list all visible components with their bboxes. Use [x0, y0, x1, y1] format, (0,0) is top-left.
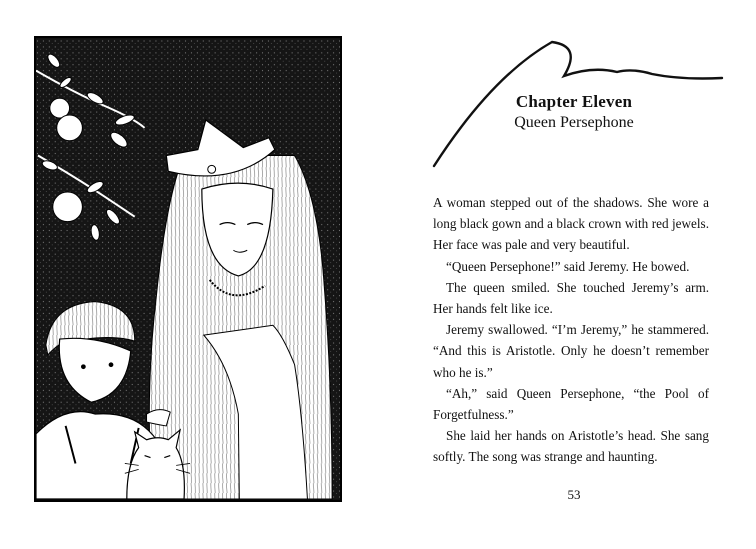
paragraph: She laid her hands on Aristotle’s head. She sang softly. The song was strange and haunting. [433, 428, 709, 465]
queen-persephone-illustration [36, 38, 340, 500]
paragraph: Jeremy swallowed. “I’m Jeremy,” he stammered. “And this is Aristotle. Only he doesn’t remember who he is.” [433, 322, 709, 380]
chapter-body [433, 192, 709, 468]
page-number: 53 [567, 487, 581, 502]
chapter-title: Queen Persephone [514, 114, 634, 131]
text-page [392, 0, 756, 549]
paragraph: The queen smiled. She touched Jeremy’s arm. Her hands felt like ice. [433, 279, 709, 317]
illustration [34, 36, 342, 502]
paragraph: “Queen Persephone!” said Jeremy. He bowed. [446, 258, 690, 274]
paragraph: A woman stepped out of the shadows. She wore a long black gown and a black crown with red jewels. Her face was pale and very beautiful. [433, 195, 709, 253]
chapter-number: Chapter Eleven [515, 92, 633, 111]
paragraph: “Ah,” said Queen Persephone, “the Pool of Forgetfulness.” [433, 385, 709, 423]
